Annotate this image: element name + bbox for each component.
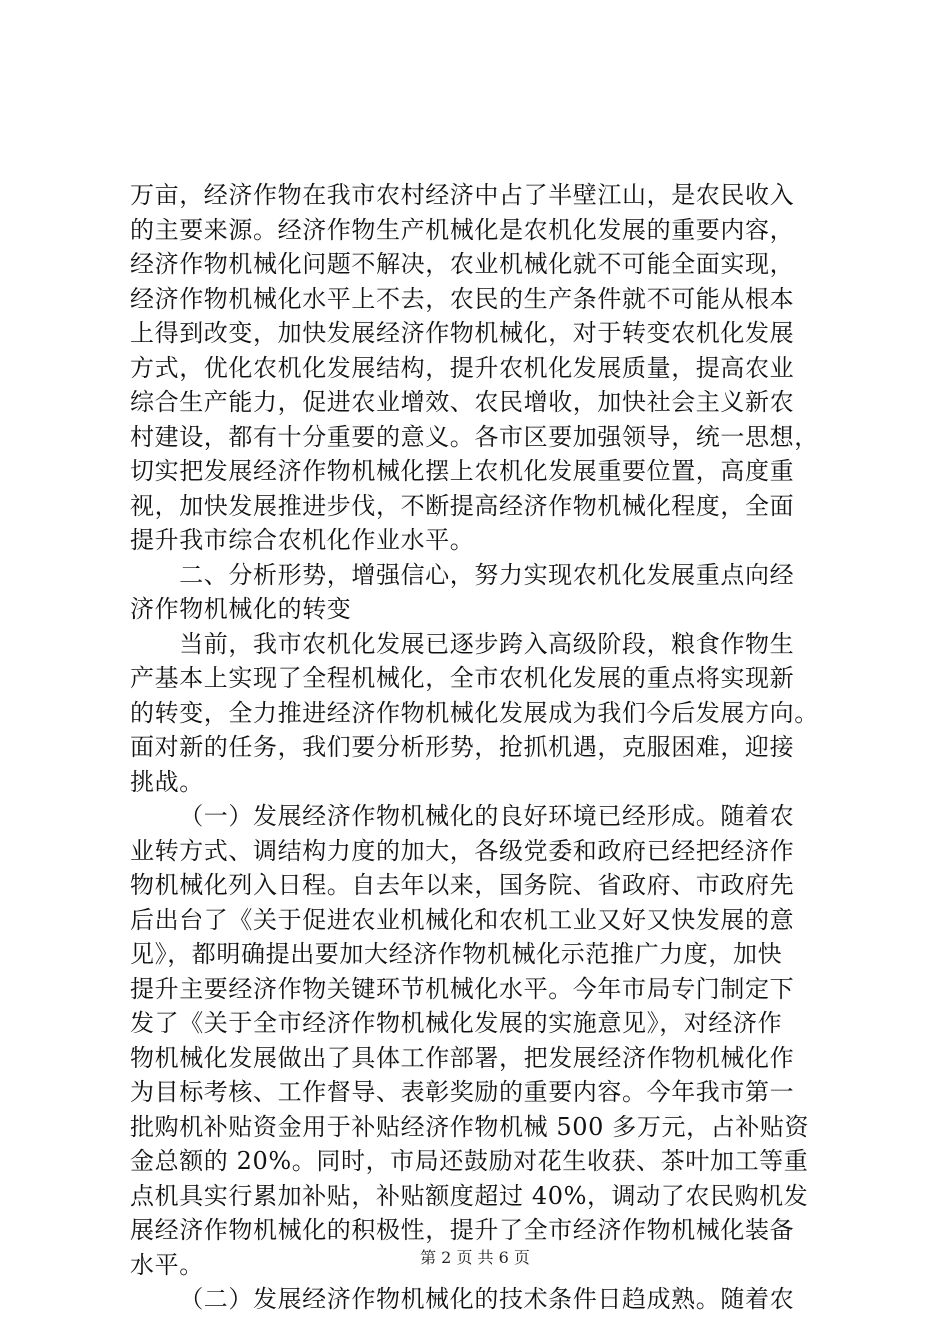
body-text [130, 178, 830, 1317]
text-line: （一）发展经济作物机械化的良好环境已经形成。随着农 [179, 802, 795, 830]
text-line: 上得到改变，加快发展经济作物机械化，对于转变农机化发展 [130, 319, 795, 347]
text-line: 面对新的任务，我们要分析形势，抢抓机遇，克服困难，迎接 [130, 733, 795, 761]
text-line: 经济作物机械化水平上不去，农民的生产条件就不可能从根本 [130, 284, 795, 313]
text-line: 为目标考核、工作督导、表彰奖励的重要内容。今年我市第一 [130, 1078, 795, 1106]
text-line: 展经济作物机械化的积极性，提升了全市经济作物机械化装备 [130, 1216, 795, 1244]
text-line: 济作物机械化的转变 [130, 595, 352, 623]
page-footer: 第 2 页 共 6 页 [420, 1248, 530, 1267]
text-line: 后出台了《关于促进农业机械化和农机工业又好又快发展的意 [130, 905, 795, 934]
text-line: 提升我市综合农机化作业水平。 [130, 526, 475, 554]
text-line: 产基本上实现了全程机械化，全市农机化发展的重点将实现新 [130, 664, 795, 692]
text-line: 物机械化发展做出了具体工作部署，把发展经济作物机械化作 [130, 1043, 795, 1072]
text-line: 业转方式、调结构力度的加大，各级党委和政府已经把经济作 [130, 836, 795, 865]
text-line: 见》，都明确提出要加大经济作物机械化示范推广力度，加快 [130, 940, 783, 968]
text-line: 发了《关于全市经济作物机械化发展的实施意见》，对经济作 [130, 1009, 783, 1037]
text-line: 的主要来源。经济作物生产机械化是农机化发展的重要内容， [130, 215, 795, 244]
text-line: 视，加快发展推进步伐，不断提高经济作物机械化程度，全面 [130, 491, 795, 520]
text-line: 方式，优化农机化发展结构，提升农机化发展质量，提高农业 [130, 353, 795, 382]
text-line: 二、分析形势，增强信心，努力实现农机化发展重点向经 [179, 560, 795, 589]
text-line: 的转变，全力推进经济作物机械化发展成为我们今后发展方向。 [130, 698, 819, 727]
text-line: 切实把发展经济作物机械化摆上农机化发展重要位置，高度重 [130, 457, 795, 485]
text-line: 综合生产能力，促进农业增效、农民增收，加快社会主义新农 [130, 388, 795, 416]
text-line: （二）发展经济作物机械化的技术条件日趋成熟。随着农 [179, 1285, 795, 1313]
text-line: 当前，我市农机化发展已逐步跨入高级阶段，粮食作物生 [179, 629, 795, 658]
text-line: 经济作物机械化问题不解决，农业机械化就不可能全面实现， [130, 250, 795, 278]
text-line: 物机械化列入日程。自去年以来，国务院、省政府、市政府先 [130, 871, 795, 899]
text-line: 水平。 [130, 1250, 204, 1279]
text-line: 万亩，经济作物在我市农村经济中占了半壁江山，是农民收入 [130, 181, 795, 209]
text-line: 提升主要经济作物关键环节机械化水平。今年市局专门制定下 [130, 974, 795, 1003]
text-line: 金总额的 20%。同时，市局还鼓励对花生收获、茶叶加工等重 [130, 1147, 809, 1175]
text-line: 批购机补贴资金用于补贴经济作物机械 500 多万元，占补贴资 [130, 1112, 810, 1141]
text-line: 挑战。 [130, 767, 204, 796]
text-line: 点机具实行累加补贴，补贴额度超过 40%，调动了农民购机发 [130, 1181, 809, 1210]
text-line: 村建设，都有十分重要的意义。各市区要加强领导，统一思想， [130, 422, 819, 451]
